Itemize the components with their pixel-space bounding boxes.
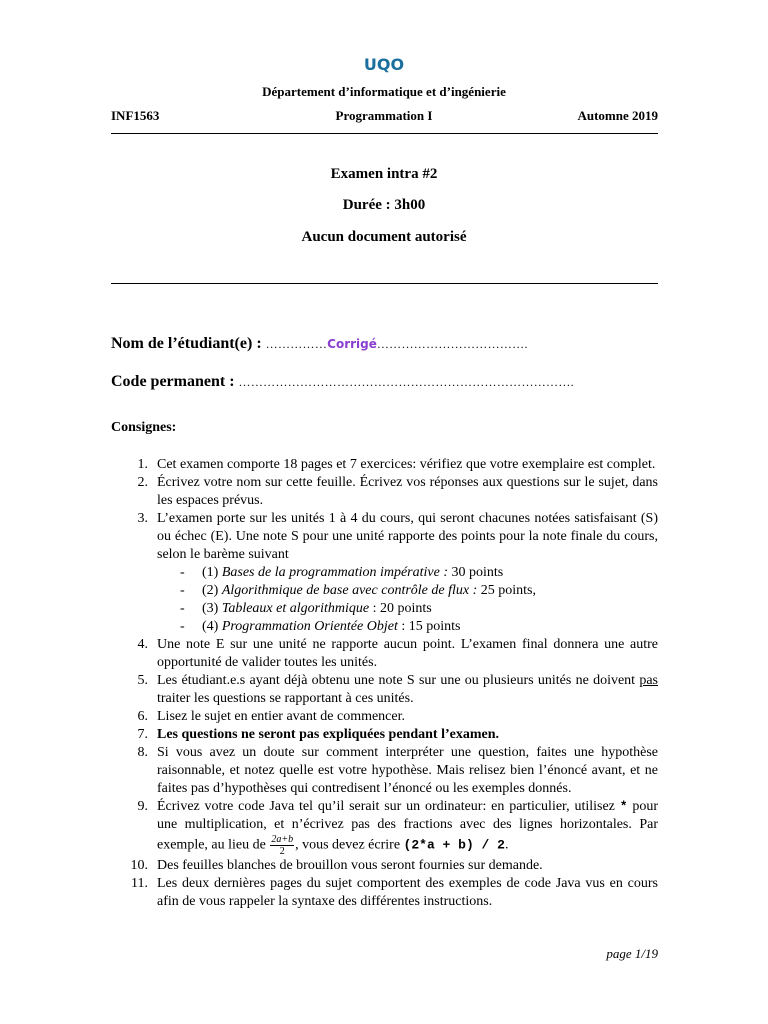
permanent-code-dots: ………………………………………………………………………. [238,375,574,389]
fraction: $\frac{2a+b}{2}$ [271,834,294,857]
list-item: 3. L’examen porte sur les unités 1 à 4 du cours, qui seront chacunes notées satisfaisant (S) ou échec (E). Une note S pour une unité rapporte des points pour la note finale du cours, selon le barème suivant - (1) Bases de la programmation impérative : 30 points - (2) Algorithmique de base avec contrôle de flux : 25 points, - (3) Tableaux et algorithmique : 20 points - (4) Programmation Orientée Objet : 15 points [137,511,658,634]
list-item: 10. Des feuilles blanches de brouillon vous seront fournies sur demande. [130,858,543,873]
semester: Automne 2019 [577,108,658,123]
instructions-title: Consignes: [111,420,177,435]
list-item: 4. Une note E sur une unité ne rapporte aucun point. L’examen final donnera une autre opportunité de valider toutes les unités. [137,637,658,670]
department-name: Département d’informatique et d’ingénierie [262,84,506,99]
student-name-dots-after: ………………………………. [376,337,528,351]
course-name: Programmation I [335,108,433,123]
list-item: 1. Cet examen comporte 18 pages et 7 exercices: vérifiez que votre exemplaire est complet. [137,457,656,472]
student-name-value: Corrigé [327,337,377,351]
grading-item: - (4) Programmation Orientée Objet : 15 points [180,619,461,634]
list-item: 11. Les deux dernières pages du sujet comportent des exemples de code Java vus en cours afin de vous rappeler la syntaxe des différentes instructions. [131,876,658,909]
list-item: 2. Écrivez votre nom sur cette feuille. Écrivez vos réponses aux questions sur le sujet, dans les espaces prévus. [137,475,658,508]
list-item: 8. Si vous avez un doute sur comment interpréter une question, faites une hypothèse raisonnable, et notez quelle est votre hypothèse. Mais relisez bien l’énoncé avant, et ne faites pas d’hypothèses qui contredisent l’énoncé ou les exemples donnés. [137,745,658,796]
uqo-logo [364,53,404,75]
title-divider [111,283,658,284]
student-name-dots-before: …………… [265,337,328,351]
permanent-code-field [111,373,574,391]
instructions-list [111,456,658,911]
code-star: * [619,799,628,814]
grading-scale [157,564,658,636]
exam-title: Examen intra #2 [330,166,438,182]
permanent-code-label: Code permanent : [111,373,235,390]
code-expression: (2*a + b) / 2 [403,837,505,853]
course-code: INF1563 [111,108,160,123]
header-divider [111,133,658,134]
list-item: 7. Les questions ne seront pas expliquées pendant l’examen. [137,727,500,742]
list-item: 9. Écrivez votre code Java tel qu’il serait sur un ordinateur: en particulier, utilisez * pour une multiplication, et n’écrivez pas des fractions avec des lignes horizontales. Par exemple, au lieu de $\frac{2a+b}{2}$ , vous devez écrire (2*a + b) / 2. [137,799,658,857]
exam-duration: Durée : 3h00 [342,197,426,213]
grading-item: - (2) Algorithmique de base avec contrôle de flux : 25 points, [180,583,536,598]
exam-documents: Aucun document autorisé [301,229,467,245]
list-item: 5. Les étudiant.e.s ayant déjà obtenu une note S sur une ou plusieurs unités ne doivent pas traiter les questions se rapportant à ces unités. [137,673,658,706]
grading-item: - (1) Bases de la programmation impérative : 30 points [180,565,504,580]
student-name-field [111,335,528,353]
list-item: 6. Lisez le sujet en entier avant de commencer. [137,709,406,724]
uqo-logo-text: UQO [364,55,404,74]
page-number: page 1/19 [606,946,658,961]
grading-item: - (3) Tableaux et algorithmique : 20 points [180,601,432,616]
student-name-label: Nom de l’étudiant(e) : [111,335,262,352]
